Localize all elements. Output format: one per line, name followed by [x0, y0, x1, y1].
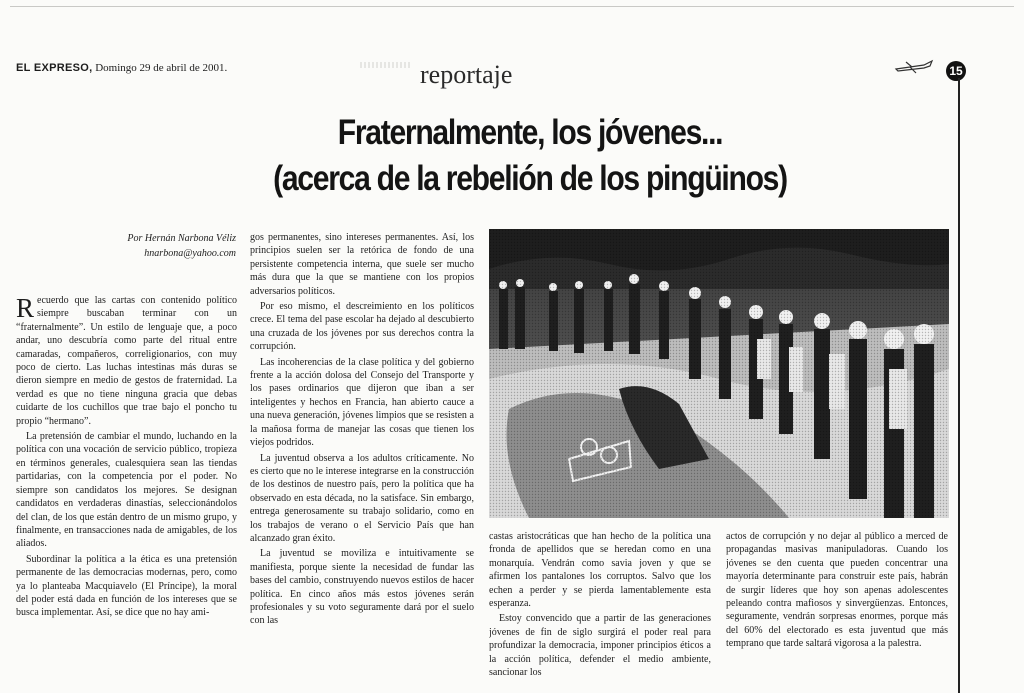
paragraph: La pretensión de cambiar el mundo, luchando en la política con una vocación de servicio público, tropieza en términos generales, cualesquiera sean las tiendas partidarias, con la competencia por el poder. No siempre son candidatos los mejores. Se designan candidatos en verdaderas dinastías, seleccionándolos del clan, de los que están dentro de un mismo grupo, y finalmente, en transacciones nada de amigables, de los aliados. — [16, 431, 237, 550]
column-rule — [958, 78, 960, 693]
article-column-3 — [489, 530, 711, 693]
section-title: reportaje — [420, 60, 513, 89]
headline — [177, 110, 882, 202]
paragraph: Estoy convencido que a partir de las generaciones jóvenes de fin de siglo surgirá el poder real para profundizar la democracia, imponer principios éticos a la acción política, defender el medio ambiente, sancionar los — [489, 613, 711, 679]
headline-line-1: Fraternalmente, los jóvenes... — [337, 113, 723, 152]
headline-line-2: (acerca de la rebelión de los pingüinos) — [273, 159, 787, 198]
paragraph-text: ecuerdo que las cartas con contenido político siempre buscaban terminar con un “fraternalmente”. Un estilo de lenguaje que, a poco andar, uno descubría como parte del ritual entre camaradas, compañeros, correligionarios, con muy poco de cierto. Las luchas intestinas más duras se dieron siempre en medio de gestos de fraternidad. La verdad es que no tiene ninguna gracia que debas cuidarte de los cuchillos que trae bajo el poncho tu propio “hermano”. — [16, 295, 237, 427]
paragraph: actos de corrupción y no dejar al público a merced de propagandas masivas manipuladoras. Cuando los jóvenes se den cuenta que pueden concentrar una mayoría determinante para construir este país, habrán de surgir líderes que hoy son apenas adolescentes peleando contra mafiosos y sinvergüenzas. Entonces, seguramente, vendrán sorpresas enormes, porque más del 60% del electorado es esta juventud que más temprano que tarde saltará vigorosa a la palestra. — [726, 531, 948, 650]
paragraph: Subordinar la política a la ética es una pretensión permanente de las democracias modernas, pero, como ya lo planteaba Macquiavelo (El Príncipe), la moral del poder está dada en función de los intereses que se busca implementar. Así, se dice que no hay ami- — [16, 553, 237, 619]
plane-icon — [894, 58, 934, 76]
masthead-date: Domingo 29 de abril de 2001. — [95, 62, 228, 74]
paragraph: Las incoherencias de la clase política y del gobierno frente a la acción dolosa del Consejo del Transporte y los pases ordinarios que dijeron que iban a ser inteligentes y hechos en Francia, han abierto cauce a una nueva generación, jóvenes limpios que se resisten a la mañosa forma de manejar las cosas que tienen los viejos podridos. — [250, 356, 474, 449]
paragraph: Por eso mismo, el descreimiento en los políticos crece. El tema del pase escolar ha dejado al descubierto una cruzada de los jóvenes por sus derechos contra la corrupción. — [250, 301, 474, 353]
drop-cap: R — [16, 294, 35, 323]
byline-email: hnarbona@yahoo.com — [144, 248, 236, 259]
article-column-1 — [16, 294, 237, 693]
article-column-2 — [250, 231, 474, 693]
paragraph: La juventud se moviliza e intuitivamente se manifiesta, porque siente la necesidad de fundar las bases del cambio, construyendo nuevos estilos de hacer política. En cinco años más estos jóvenes serán profesionales y su voto seguramente dará por el suelo con las — [250, 548, 474, 627]
paragraph: castas aristocráticas que han hecho de la política una fronda de apellidos que se heredan como en una monarquía. Vendrán como savia joven y que se afirmen los pantalones los corruptos. Salvo que los echen a perder y se pierda lamentablemente esta esperanza. — [489, 531, 711, 610]
masthead-brand: EL EXPRESO, — [16, 62, 93, 74]
paragraph — [16, 294, 237, 428]
paragraph: La juventud observa a los adultos críticamente. No es cierto que no le interese integrarse en la construcción de los destinos de nuestro país, pero la política que ha observado en esta década, no la satisface. Sin embargo, entrega generosamente su trabajo solidario, como en los trabajos de verano o el Servicio País que han alcanzado gran éxito. — [250, 452, 474, 544]
paragraph: gos permanentes, sino intereses permanentes. Así, los principios suelen ser la retórica de fondo de una persistente competencia interna, que suele ser mucho más dura que la que se mantiene con los propios adversarios políticos. — [250, 232, 474, 297]
page-number: 15 — [946, 61, 966, 81]
crowd-photo — [489, 229, 949, 518]
scan-artifact — [360, 62, 410, 68]
byline — [60, 231, 236, 261]
byline-author: Por Hernán Narbona Véliz — [127, 233, 236, 244]
top-rule — [10, 6, 1014, 7]
masthead — [16, 62, 227, 74]
article-column-4 — [726, 530, 948, 693]
